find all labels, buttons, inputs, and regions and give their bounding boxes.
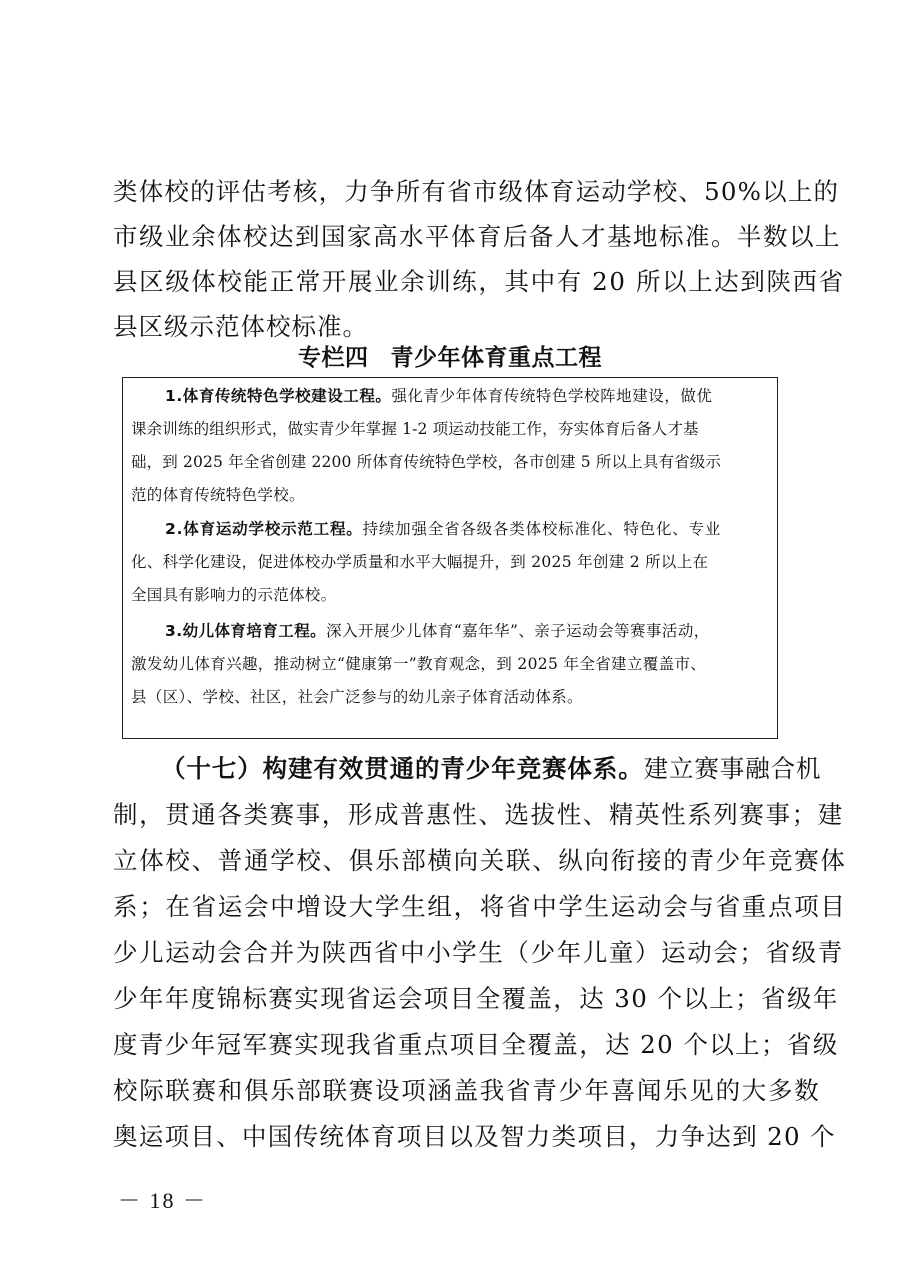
box-item-3-line: 县（区）、学校、社区，社会广泛参与的幼儿亲子体育活动体系。 xyxy=(131,688,583,706)
box-item-1-line: 范的体育传统特色学校。 xyxy=(131,486,305,504)
box-item-1-line: 础，到 2025 年全省创建 2200 所体育传统特色学校，各市创建 5 所以上具有省级示 xyxy=(131,453,722,471)
box-item-2-line: 全国具有影响力的示范体校。 xyxy=(131,586,337,604)
text-line: 市级业余体校达到国家高水平体育后备人才基地标准。半数以上 xyxy=(113,222,841,251)
box-item-text: 强化青少年体育传统特色学校阵地建设，做优 xyxy=(391,387,713,405)
box-title-prefix: 专栏四 xyxy=(298,345,369,371)
text-line: 校际联赛和俱乐部联赛设项涵盖我省青少年喜闻乐见的大多数 xyxy=(113,1076,821,1105)
box-item-3-heading: 3.幼儿体育培育工程。 xyxy=(165,622,327,640)
text-line: 县区级体校能正常开展业余训练，其中有 20 所以上达到陕西省 xyxy=(113,267,845,296)
text-line: 立体校、普通学校、俱乐部横向关联、纵向衔接的青少年竞赛体 xyxy=(113,846,847,875)
box-item-text: 深入开展少儿体育“嘉年华”、亲子运动会等赛事活动， xyxy=(326,622,710,640)
text-line: 类体校的评估考核，力争所有省市级体育运动学校、50%以上的 xyxy=(113,177,840,206)
box-item-1-heading: 1.体育传统特色学校建设工程。 xyxy=(165,387,392,405)
text-line xyxy=(161,748,821,790)
text-line: 制，贯通各类赛事，形成普惠性、选拔性、精英性系列赛事；建 xyxy=(113,800,844,829)
box-item-text: 持续加强全省各级各类体校标准化、特色化、专业 xyxy=(362,520,722,538)
box-item-2-heading: 2.体育运动学校示范工程。 xyxy=(165,520,363,538)
box-title xyxy=(0,343,900,373)
page-number: － 18 － xyxy=(118,1188,208,1213)
box-item-1-line: 课余训练的组织形式，做实青少年掌握 1-2 项运动技能工作，夯实体育后备人才基 xyxy=(131,420,699,438)
text-line: 奥运项目、中国传统体育项目以及智力类项目，力争达到 20 个 xyxy=(113,1122,836,1151)
text-line: 少儿运动会合并为陕西省中小学生（少年儿童）运动会；省级青 xyxy=(113,938,844,967)
text-line: 度青少年冠军赛实现我省重点项目全覆盖，达 20 个以上；省级 xyxy=(113,1030,839,1059)
box-item-2-line: 化、科学化建设，促进体校办学质量和水平大幅提升，到 2025 年创建 2 所以上在 xyxy=(131,553,709,571)
text-line: 县区级示范体校标准。 xyxy=(113,312,368,341)
text-span: 建立赛事融合机 xyxy=(643,754,822,783)
box-item-3-line xyxy=(165,619,710,643)
text-line: 少年年度锦标赛实现省运会项目全覆盖，达 30 个以上；省级年 xyxy=(113,984,839,1013)
box-item-1-line xyxy=(165,384,712,408)
box-item-2-line xyxy=(165,517,721,541)
section-heading: （十七）构建有效贯通的青少年竞赛体系。 xyxy=(161,754,644,783)
box-title-main: 青少年体育重点工程 xyxy=(390,345,602,371)
box-item-3-line: 激发幼儿体育兴趣，推动树立“健康第一”教育观念，到 2025 年全省建立覆盖市、 xyxy=(131,655,707,673)
feature-box xyxy=(122,377,778,739)
text-line: 系；在省运会中增设大学生组，将省中学生运动会与省重点项目 xyxy=(113,892,847,921)
